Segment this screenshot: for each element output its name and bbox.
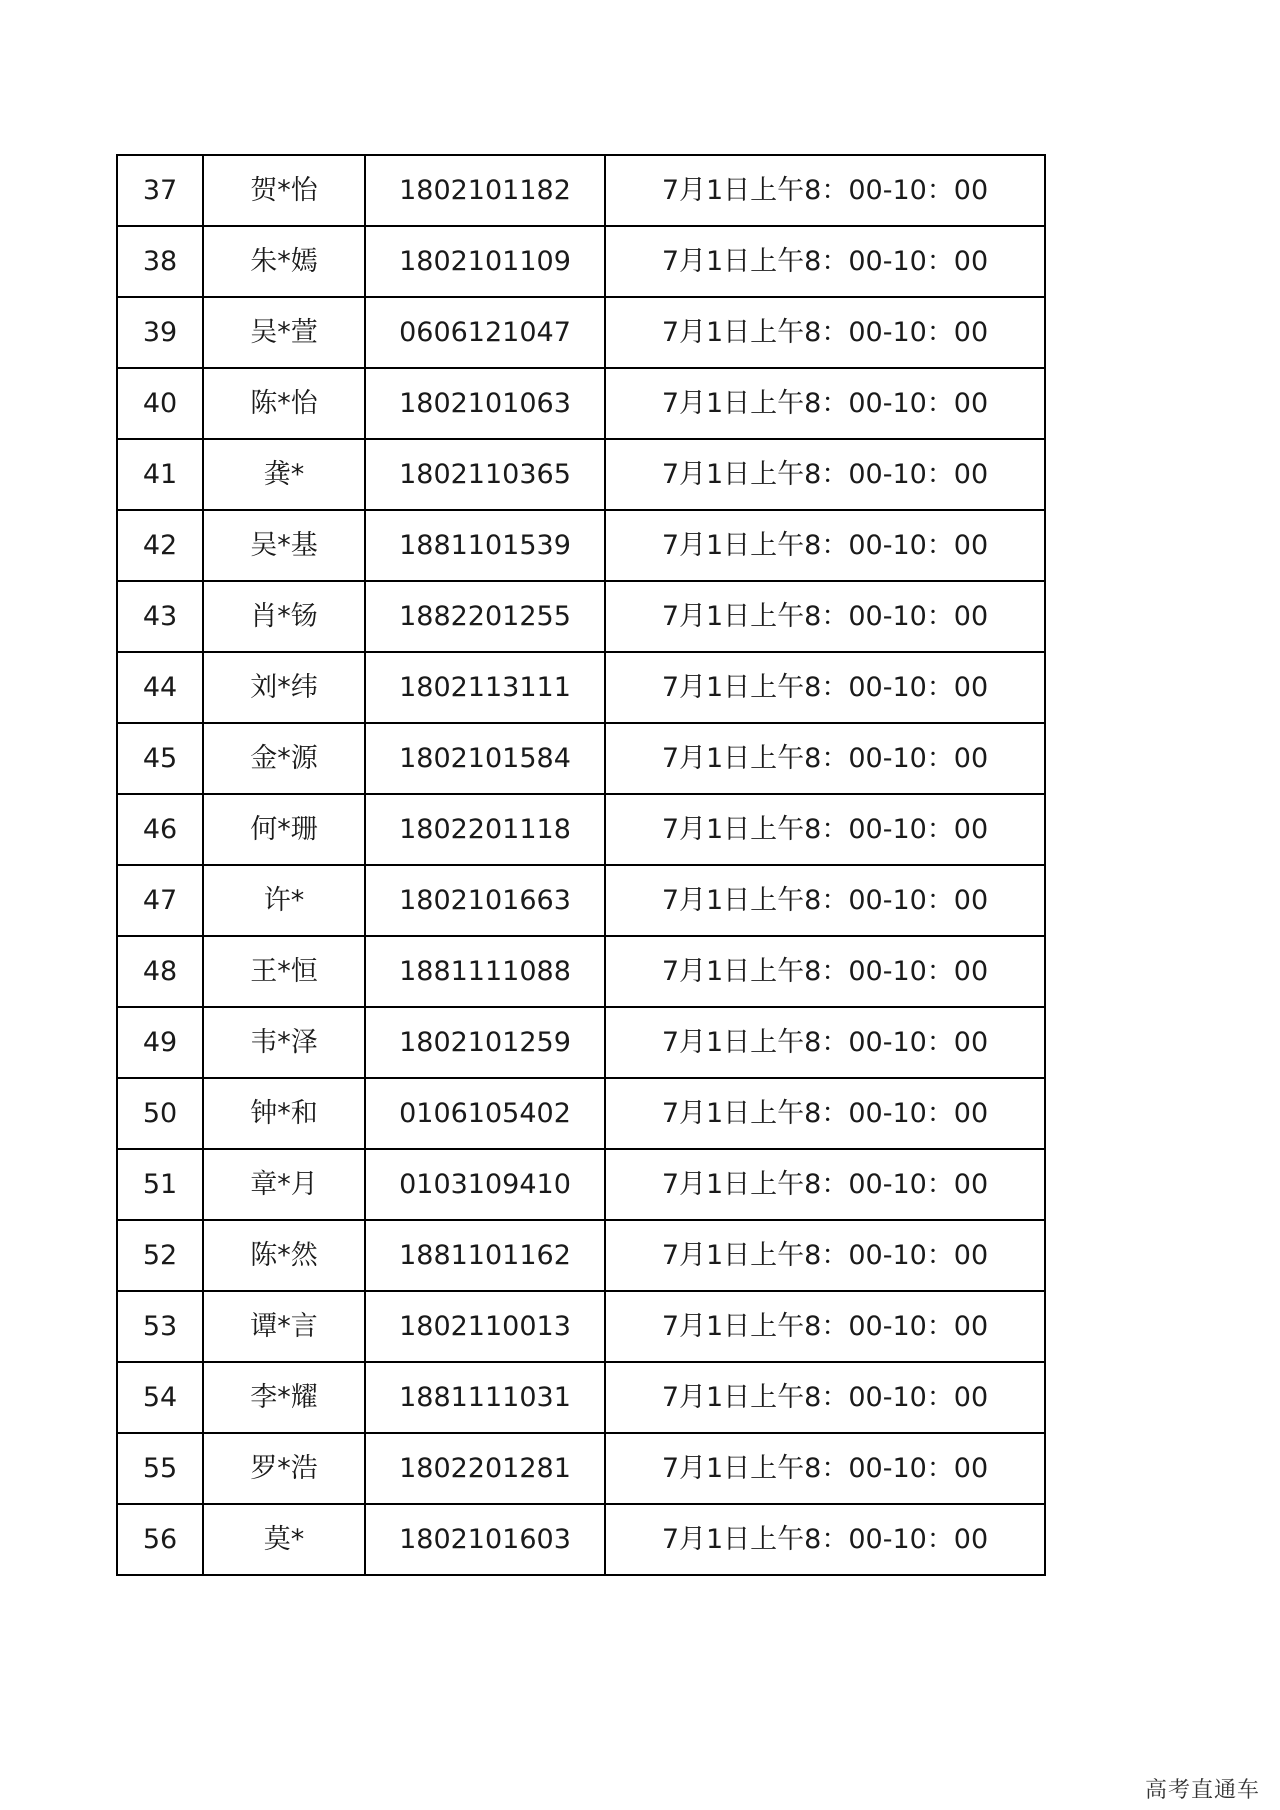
cell-seq: 42 <box>117 510 203 581</box>
cell-seq: 46 <box>117 794 203 865</box>
cell-time: 7月1日上午8：00-10：00 <box>605 439 1045 510</box>
cell-seq: 55 <box>117 1433 203 1504</box>
cell-time: 7月1日上午8：00-10：00 <box>605 368 1045 439</box>
cell-seq: 44 <box>117 652 203 723</box>
cell-seq: 45 <box>117 723 203 794</box>
cell-name: 陈*然 <box>203 1220 365 1291</box>
table-body <box>117 155 1045 1575</box>
cell-name: 吴*萱 <box>203 297 365 368</box>
cell-time: 7月1日上午8：00-10：00 <box>605 652 1045 723</box>
table-row <box>117 155 1045 226</box>
cell-seq: 39 <box>117 297 203 368</box>
exam-schedule-table <box>116 154 1046 1576</box>
cell-id: 1802101663 <box>365 865 605 936</box>
cell-name: 肖*钖 <box>203 581 365 652</box>
cell-id: 1881101162 <box>365 1220 605 1291</box>
table-row <box>117 652 1045 723</box>
watermark-text: 高考直通车 <box>1144 1778 1260 1803</box>
cell-name: 钟*和 <box>203 1078 365 1149</box>
cell-time: 7月1日上午8：00-10：00 <box>605 581 1045 652</box>
cell-id: 1881111031 <box>365 1362 605 1433</box>
cell-seq: 47 <box>117 865 203 936</box>
cell-time: 7月1日上午8：00-10：00 <box>605 226 1045 297</box>
table-row <box>117 297 1045 368</box>
cell-id: 1881101539 <box>365 510 605 581</box>
cell-seq: 53 <box>117 1291 203 1362</box>
cell-seq: 56 <box>117 1504 203 1575</box>
cell-id: 1802110365 <box>365 439 605 510</box>
cell-name: 谭*言 <box>203 1291 365 1362</box>
cell-seq: 54 <box>117 1362 203 1433</box>
cell-seq: 52 <box>117 1220 203 1291</box>
cell-id: 1802201118 <box>365 794 605 865</box>
cell-id: 1802113111 <box>365 652 605 723</box>
cell-name: 许* <box>203 865 365 936</box>
cell-id: 1802101259 <box>365 1007 605 1078</box>
cell-time: 7月1日上午8：00-10：00 <box>605 1220 1045 1291</box>
cell-name: 吴*基 <box>203 510 365 581</box>
cell-time: 7月1日上午8：00-10：00 <box>605 1007 1045 1078</box>
cell-seq: 40 <box>117 368 203 439</box>
cell-time: 7月1日上午8：00-10：00 <box>605 1504 1045 1575</box>
table-row <box>117 1433 1045 1504</box>
cell-seq: 50 <box>117 1078 203 1149</box>
cell-name: 何*珊 <box>203 794 365 865</box>
cell-name: 朱*嫣 <box>203 226 365 297</box>
table-row <box>117 581 1045 652</box>
cell-name: 李*耀 <box>203 1362 365 1433</box>
table-row <box>117 439 1045 510</box>
cell-name: 陈*怡 <box>203 368 365 439</box>
cell-name: 王*恒 <box>203 936 365 1007</box>
cell-id: 0106105402 <box>365 1078 605 1149</box>
cell-time: 7月1日上午8：00-10：00 <box>605 297 1045 368</box>
cell-time: 7月1日上午8：00-10：00 <box>605 723 1045 794</box>
cell-seq: 37 <box>117 155 203 226</box>
table-row <box>117 794 1045 865</box>
table-row <box>117 1007 1045 1078</box>
cell-seq: 48 <box>117 936 203 1007</box>
table-row <box>117 1078 1045 1149</box>
cell-id: 1802101063 <box>365 368 605 439</box>
table-row <box>117 510 1045 581</box>
table-row <box>117 936 1045 1007</box>
table-row <box>117 1504 1045 1575</box>
cell-time: 7月1日上午8：00-10：00 <box>605 794 1045 865</box>
cell-seq: 49 <box>117 1007 203 1078</box>
table-row <box>117 1220 1045 1291</box>
table-row <box>117 1291 1045 1362</box>
cell-id: 1802101182 <box>365 155 605 226</box>
cell-time: 7月1日上午8：00-10：00 <box>605 865 1045 936</box>
cell-time: 7月1日上午8：00-10：00 <box>605 155 1045 226</box>
cell-name: 章*月 <box>203 1149 365 1220</box>
cell-seq: 51 <box>117 1149 203 1220</box>
cell-id: 1802101109 <box>365 226 605 297</box>
table-row <box>117 1149 1045 1220</box>
table-row <box>117 1362 1045 1433</box>
table-row <box>117 226 1045 297</box>
cell-name: 罗*浩 <box>203 1433 365 1504</box>
cell-id: 1802101584 <box>365 723 605 794</box>
cell-time: 7月1日上午8：00-10：00 <box>605 1433 1045 1504</box>
cell-time: 7月1日上午8：00-10：00 <box>605 1149 1045 1220</box>
table-row <box>117 368 1045 439</box>
cell-time: 7月1日上午8：00-10：00 <box>605 1078 1045 1149</box>
cell-id: 1881111088 <box>365 936 605 1007</box>
table-row <box>117 723 1045 794</box>
cell-seq: 43 <box>117 581 203 652</box>
cell-name: 贺*怡 <box>203 155 365 226</box>
cell-id: 0606121047 <box>365 297 605 368</box>
cell-time: 7月1日上午8：00-10：00 <box>605 510 1045 581</box>
cell-id: 0103109410 <box>365 1149 605 1220</box>
cell-name: 金*源 <box>203 723 365 794</box>
cell-id: 1802110013 <box>365 1291 605 1362</box>
cell-seq: 38 <box>117 226 203 297</box>
cell-id: 1802201281 <box>365 1433 605 1504</box>
cell-time: 7月1日上午8：00-10：00 <box>605 1291 1045 1362</box>
cell-name: 龚* <box>203 439 365 510</box>
cell-name: 刘*纬 <box>203 652 365 723</box>
cell-time: 7月1日上午8：00-10：00 <box>605 1362 1045 1433</box>
cell-id: 1882201255 <box>365 581 605 652</box>
cell-seq: 41 <box>117 439 203 510</box>
cell-name: 韦*泽 <box>203 1007 365 1078</box>
table-row <box>117 865 1045 936</box>
cell-name: 莫* <box>203 1504 365 1575</box>
cell-time: 7月1日上午8：00-10：00 <box>605 936 1045 1007</box>
cell-id: 1802101603 <box>365 1504 605 1575</box>
